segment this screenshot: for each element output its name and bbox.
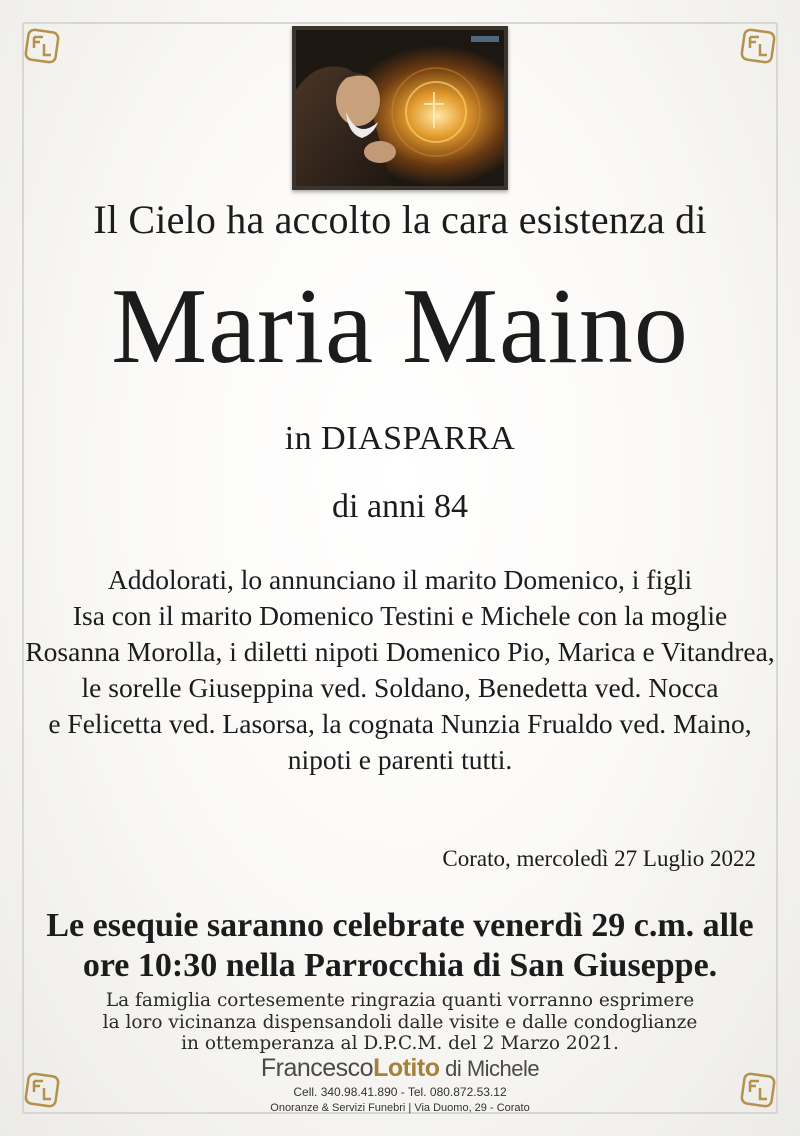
funeral-agency [0,1054,800,1114]
agency-name-surname: Lotito [373,1054,440,1082]
announcement-line: Addolorati, lo annunciano il marito Domenico, i figli [107,564,693,595]
announcement-line: Rosanna Morolla, i diletti nipoti Domenico Pio, Marica e Vitandrea, [25,636,775,668]
fl-monogram-icon [736,24,780,68]
notice-line: in ottemperanza al D.P.C.M. del 2 Marzo 2021. [181,1033,619,1055]
padre-pio-photo [292,26,508,190]
announcement-line: le sorelle Giuseppina ved. Soldano, Benedetta ved. Nocca [81,672,719,704]
agency-name [0,1054,800,1083]
announcement-line: nipoti e parenti tutti. [287,744,513,776]
notice-line: la loro vicinanza dispensandoli dalle visite e dalle condoglianze [102,1011,698,1033]
deceased-age: di anni 84 [332,488,468,525]
announcement-line: Isa con il marito Domenico Testini e Michele con la moglie [72,600,728,632]
agency-address: Onoranze & Servizi Funebri | Via Duomo, 29 - Corato [270,1102,530,1114]
funeral-line: Le esequie saranno celebrate venerdì 29 c.m. alle [46,907,754,944]
intro-heading: Il Cielo ha accolto la cara esistenza di [93,197,707,242]
announcement-text [0,562,800,778]
announcement-line: e Felicetta ved. Lasorsa, la cognata Nunzia Frualdo ved. Maino, [48,708,752,740]
agency-name-suffix: di Michele [439,1056,540,1081]
family-notice [0,990,800,1055]
agency-contacts: Cell. 340.98.41.890 - Tel. 080.872.53.12 [293,1085,507,1099]
funeral-line: ore 10:30 nella Parrocchia di San Giuseppe. [82,946,718,984]
fl-monogram-icon [20,24,64,68]
funeral-details [0,906,800,986]
deceased-name: Maria Maino [111,267,689,386]
married-name: in DIASPARRA [284,420,516,457]
notice-line: La famiglia cortesemente ringrazia quanti vorranno esprimere [105,990,695,1011]
agency-name-first: Francesco [260,1054,374,1082]
place-date: Corato, mercoledì 27 Luglio 2022 [442,846,756,871]
